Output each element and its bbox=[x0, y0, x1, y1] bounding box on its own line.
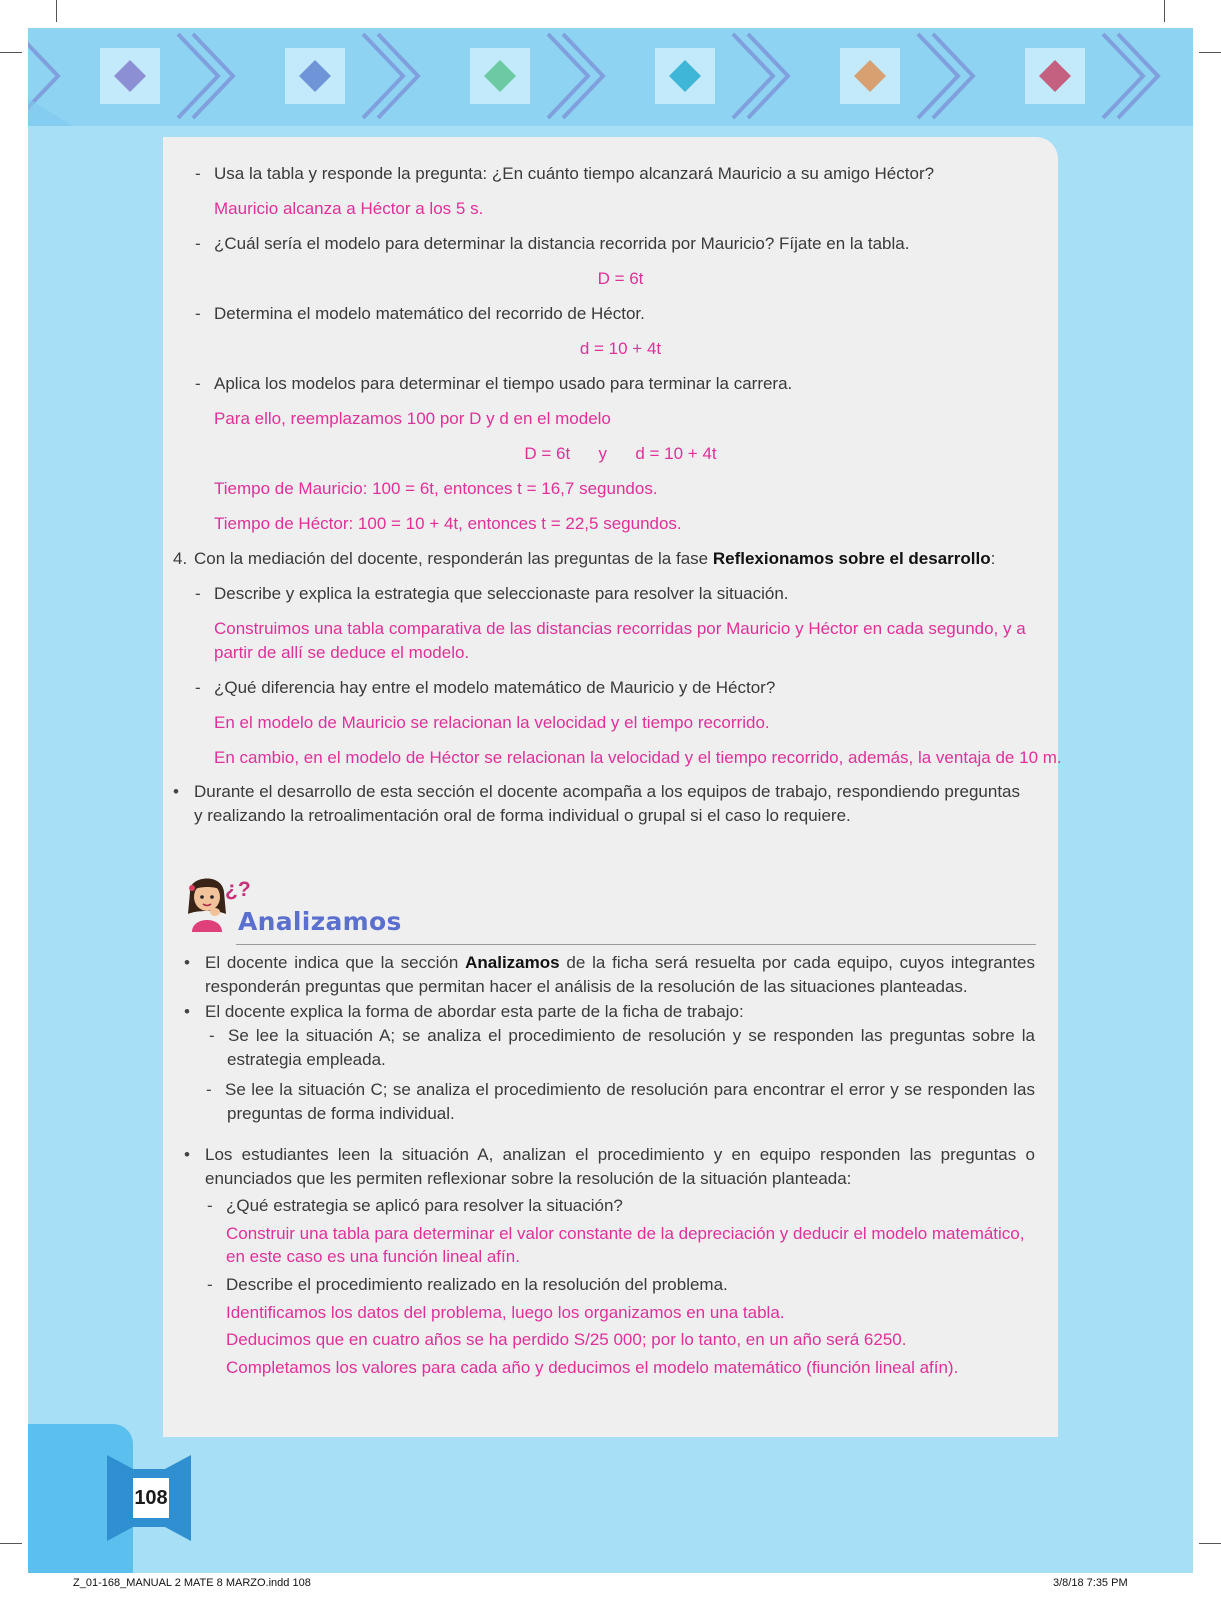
analizamos-b1-line2: responderán preguntas que permitan hacer el análisis de la resolución de las situaciones planteadas. bbox=[205, 977, 968, 996]
analizamos-b3-a2-line2: Deducimos que en cuatro años se ha perdido S/25 000; por lo tanto, en un año será 6250. bbox=[226, 1330, 907, 1349]
crop-mark bbox=[1164, 0, 1165, 22]
item-4-text bbox=[194, 547, 995, 572]
crop-mark bbox=[0, 52, 22, 53]
decorative-banner bbox=[28, 28, 1193, 136]
analizamos-b1-line1 bbox=[205, 951, 1035, 976]
answer-apply-intro: Para ello, reemplazamos 100 por D y d en el modelo bbox=[214, 409, 611, 428]
analizamos-b3-q1: - ¿Qué estrategia se aplicó para resolver la situación? bbox=[226, 1194, 623, 1219]
analizamos-b1-before: El docente indica que la sección bbox=[205, 953, 466, 972]
item-4-bold-phase: Reflexionamos sobre el desarrollo bbox=[712, 549, 991, 568]
question-model-mauricio: - ¿Cuál sería el modelo para determinar la distancia recorrida por Mauricio? Fíjate en la tabla. bbox=[214, 232, 909, 257]
analizamos-b2-d2-line1: - Se lee la situación C; se analiza el procedimiento de resolución para encontrar el error y se responden las bbox=[225, 1078, 1035, 1103]
question-strategy: - Describe y explica la estrategia que seleccionaste para resolver la situación. bbox=[214, 582, 789, 607]
bullet-desarrollo-line2: y realizando la retroalimentación oral de forma individual o grupal si el caso lo requiere. bbox=[194, 806, 851, 825]
item-4-text-before: Con la mediación del docente, responderán las preguntas de la fase bbox=[194, 549, 713, 568]
crop-mark bbox=[1199, 1543, 1221, 1544]
banner-pattern-icon bbox=[28, 28, 1193, 136]
crop-mark bbox=[1199, 52, 1221, 53]
crop-mark bbox=[0, 1543, 22, 1544]
analizamos-b1-bold: Analizamos bbox=[465, 953, 560, 972]
answer-strategy-line1: Construimos una tabla comparativa de las distancias recorridas por Mauricio y Héctor en cada segundo, y a bbox=[214, 619, 1026, 638]
analizamos-b2-d1-line2: estrategia empleada. bbox=[227, 1050, 386, 1069]
analizamos-b3-a2-line1: Identificamos los datos del problema, luego los organizamos en una tabla. bbox=[226, 1303, 785, 1322]
analizamos-b3-line2: enunciados que les permiten reflexionar sobre la resolución de la situación planteada: bbox=[205, 1169, 852, 1188]
model-mauricio: D = 6t bbox=[597, 269, 644, 288]
footer-datetime: 3/8/18 7:35 PM bbox=[1053, 1577, 1128, 1589]
answer-time-hector: Tiempo de Héctor: 100 = 10 + 4t, entonces t = 22,5 segundos. bbox=[214, 514, 682, 533]
footer-file-slug: Z_01-168_MANUAL 2 MATE 8 MARZO.indd 108 bbox=[73, 1577, 311, 1589]
analizamos-b3-a1-line1: Construir una tabla para determinar el valor constante de la depreciación y deducir el modelo matemático, bbox=[226, 1224, 1025, 1243]
analizamos-b3-q2: - Describe el procedimiento realizado en la resolución del problema. bbox=[226, 1273, 728, 1298]
bullet-desarrollo-line1: • Durante el desarrollo de esta sección el docente acompaña a los equipos de trabajo, respondiendo preguntas bbox=[194, 780, 1020, 805]
item-4-number: 4. bbox=[173, 549, 188, 568]
question-time-catch-up: - Usa la tabla y responde la pregunta: ¿En cuánto tiempo alcanzará Mauricio a su amigo Héctor? bbox=[214, 162, 934, 187]
question-model-hector: - Determina el modelo matemático del recorrido de Héctor. bbox=[214, 302, 645, 327]
page-number: 108 bbox=[133, 1478, 169, 1518]
question-difference: - ¿Qué diferencia hay entre el modelo matemático de Mauricio y de Héctor? bbox=[214, 676, 775, 701]
question-marks: ¿? bbox=[225, 878, 251, 901]
title-divider bbox=[236, 944, 1036, 945]
answer-difference-line2: En cambio, en el modelo de Héctor se relacionan la velocidad y el tiempo recorrido, además, la ventaja de 10 m. bbox=[214, 748, 1062, 767]
model-hector: d = 10 + 4t bbox=[579, 339, 662, 358]
answer-apply-models: D = 6t y d = 10 + 4t bbox=[524, 444, 717, 463]
item-4-text-after: : bbox=[990, 549, 996, 568]
analizamos-b2: • El docente explica la forma de abordar esta parte de la ficha de trabajo: bbox=[205, 1000, 744, 1025]
analizamos-b2-d2-line2: preguntas de forma individual. bbox=[227, 1104, 455, 1123]
crop-mark bbox=[56, 0, 57, 22]
answer-time-catch-up: Mauricio alcanza a Héctor a los 5 s. bbox=[214, 199, 484, 218]
analizamos-b2-d1-line1: - Se lee la situación A; se analiza el procedimiento de resolución y se responden las preguntas sobre la bbox=[228, 1024, 1035, 1049]
answer-time-mauricio: Tiempo de Mauricio: 100 = 6t, entonces t = 16,7 segundos. bbox=[214, 479, 658, 498]
analizamos-b3-a2-line3: Completamos los valores para cada año y deducimos el modelo matemático (fiunción lineal afín). bbox=[226, 1358, 959, 1377]
analizamos-b1-after: de la ficha será resuelta por cada equipo, cuyos integrantes bbox=[559, 953, 1035, 972]
analizamos-b3-line1: • Los estudiantes leen la situación A, analizan el procedimiento y en equipo responden las preguntas o bbox=[205, 1143, 1035, 1168]
answer-strategy-line2: partir de allí se deduce el modelo. bbox=[214, 643, 470, 662]
section-title-analizamos: Analizamos bbox=[238, 907, 402, 936]
analizamos-b3-a1-line2: en este caso es una función lineal afín. bbox=[226, 1247, 520, 1266]
answer-difference-line1: En el modelo de Mauricio se relacionan la velocidad y el tiempo recorrido. bbox=[214, 713, 770, 732]
question-apply-models: - Aplica los modelos para determinar el tiempo usado para terminar la carrera. bbox=[214, 372, 792, 397]
